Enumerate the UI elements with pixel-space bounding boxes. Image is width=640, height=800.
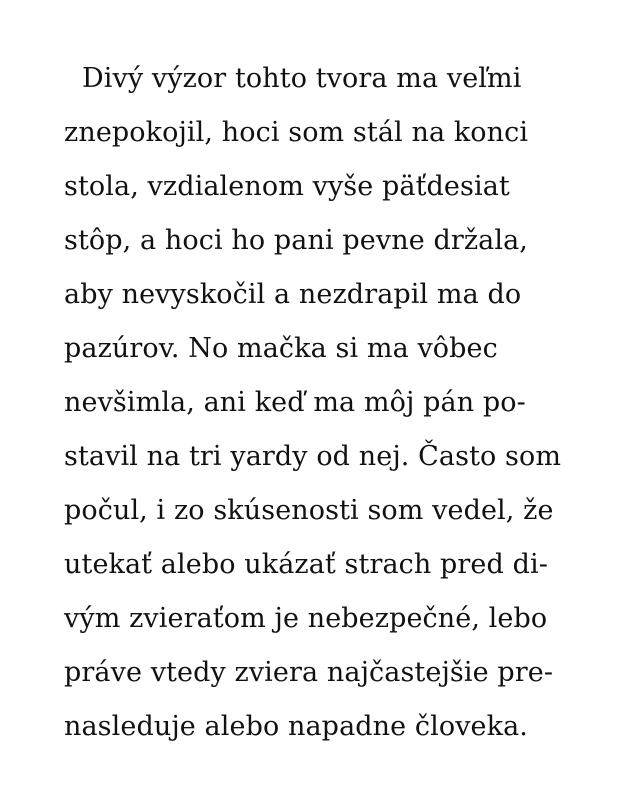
text-line: nasleduje alebo napadne človeka. — [64, 711, 528, 742]
text-line: pazúrov. No mačka si ma vôbec — [64, 333, 498, 364]
text-line: aby nevyskočil a nezdrapil ma do — [64, 279, 522, 310]
text-line: Divý výzor tohto tvora ma veľmi — [82, 63, 522, 94]
text-line: utekať alebo ukázať strach pred di- — [64, 549, 548, 580]
paragraph — [64, 52, 584, 754]
text-line: počul, i zo skúsenosti som vedel, že — [64, 495, 554, 526]
text-line: nevšimla, ani keď ma môj pán po- — [64, 387, 526, 418]
text-line: stola, vzdialenom vyše päťdesiat — [64, 171, 510, 202]
text-line: vým zvieraťom je nebezpečné, lebo — [64, 603, 548, 634]
text-line: práve vtedy zviera najčastejšie pre- — [64, 657, 554, 688]
text-line: stavil na tri yardy od nej. Často som — [64, 441, 562, 472]
text-line: znepokojil, hoci som stál na konci — [64, 117, 529, 148]
text-line: stôp, a hoci ho pani pevne držala, — [64, 225, 528, 256]
